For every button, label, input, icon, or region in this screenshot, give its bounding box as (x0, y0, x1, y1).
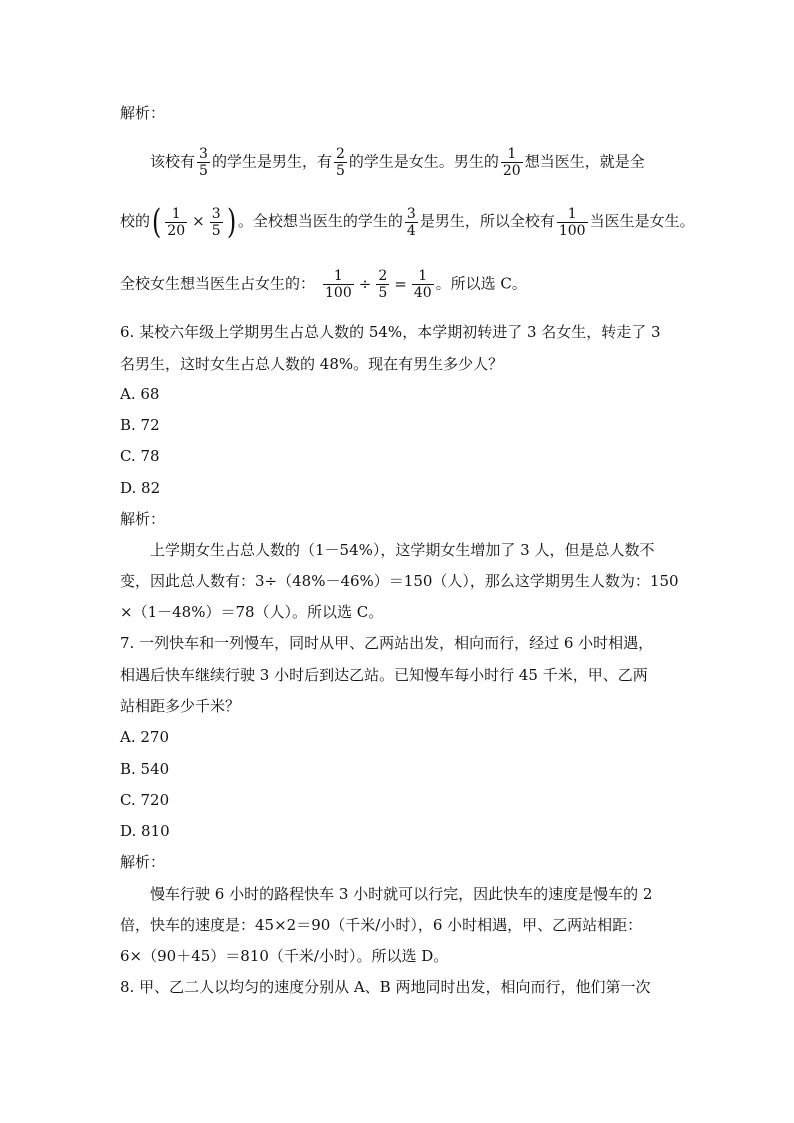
fraction: $\frac{1}{100}$ (558, 205, 586, 239)
fraction: $\frac{3}{5}$ (199, 146, 208, 179)
q5-explanation-line1: 该校有 $\frac{3}{5}$ 的学生是男生，有 $\frac{2}{5}$ 的学生是女生。男生的 $\frac{1}{20}$ 想当医生，就是全 (150, 146, 645, 179)
left-paren: ( (152, 202, 162, 242)
fraction: $\frac{2}{5}$ (378, 268, 388, 301)
q6-stem-line2: 名男生，这时女生占总人数的 48%。现在有男生多少人？ (120, 355, 504, 373)
fraction: $\frac{2}{5}$ (335, 146, 345, 179)
q7-stem-line1: 7. 一列快车和一列慢车，同时从甲、乙两站出发，相向而行，经过 6 小时相遇， (120, 634, 654, 652)
q6-explanation-line2: 变，因此总人数有：3÷（48%－46%）＝150（人），那么这学期男生人数为：150 (120, 572, 679, 590)
fraction: $\frac{3}{4}$ (406, 205, 416, 239)
fraction: $\frac{1}{40}$ (413, 268, 432, 301)
q7-jiexi-label: 解析： (120, 853, 166, 871)
q6-jiexi-label: 解析： (120, 510, 166, 528)
q6-stem-line1: 6. 某校六年级上学期男生占总人数的 54%，本学期初转进了 3 名女生，转走了 3 (120, 323, 661, 341)
q6-option-b: B. 72 (120, 416, 160, 434)
q7-explanation-line2: 倍，快车的速度是：45×2＝90（千米/小时），6 小时相遇，甲、乙两站相距： (120, 916, 643, 934)
fraction: $\frac{1}{20}$ (502, 146, 521, 179)
q7-option-d: D. 810 (120, 822, 170, 840)
fraction: $\frac{1}{20}$ (167, 205, 186, 239)
q6-option-c: C. 78 (120, 447, 160, 465)
q5-jiexi-label: 解析： (120, 104, 166, 122)
q5-explanation-line2: 校的( $\frac{1}{20}$ × $\frac{3}{5}$ ) 。全校想当医生的学生的 $\frac{3}{4}$ 是男生，所以全校有 $\frac{1}{100}$ 当医生是女生。 (120, 202, 695, 242)
q6-explanation-line1: 上学期女生占总人数的（1－54%），这学期女生增加了 3 人，但是总人数不 (150, 541, 655, 559)
q7-option-c: C. 720 (120, 791, 170, 809)
q7-option-b: B. 540 (120, 760, 170, 778)
fraction: $\frac{3}{5}$ (211, 205, 221, 239)
q6-explanation-line3: ×（1－48%）＝78（人）。所以选 C。 (120, 603, 384, 621)
q6-option-d: D. 82 (120, 479, 161, 497)
right-paren: ) (226, 202, 236, 242)
q8-stem-line1: 8. 甲、乙二人以均匀的速度分别从 A、B 两地同时出发，相向而行，他们第一次 (120, 978, 651, 996)
fraction: $\frac{1}{100}$ (325, 268, 352, 301)
q7-option-a: A. 270 (120, 728, 169, 746)
q7-explanation-line3: 6×（90＋45）＝810（千米/小时）。所以选 D。 (120, 947, 449, 965)
q7-stem-line3: 站相距多少千米？ (120, 697, 241, 715)
q5-explanation-line3: 全校女生想当医生占女生的： $\frac{1}{100}$ ÷ $\frac{2}{5}$ = $\frac{1}{40}$ 。所以选 C。 (120, 268, 527, 301)
q7-explanation-line1: 慢车行驶 6 小时的路程快车 3 小时就可以行完，因此快车的速度是慢车的 2 (150, 885, 653, 903)
q6-option-a: A. 68 (120, 385, 160, 403)
q7-stem-line2: 相遇后快车继续行驶 3 小时后到达乙站。已知慢车每小时行 45 千米，甲、乙两 (120, 666, 648, 684)
